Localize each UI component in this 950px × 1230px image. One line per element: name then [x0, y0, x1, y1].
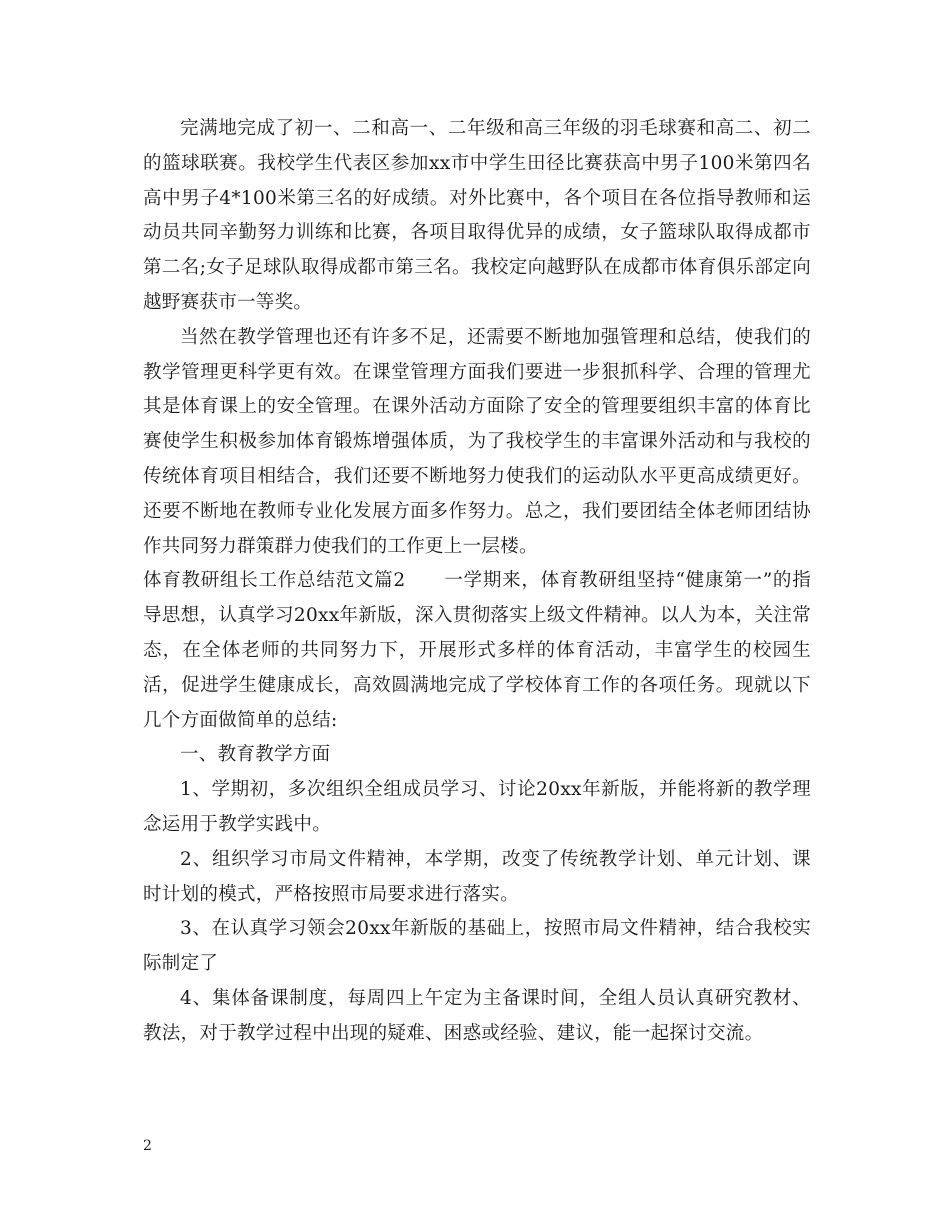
document-body [143, 112, 811, 1052]
list-item-1: 1、学期初，多次组织全组成员学习、讨论20xx年新版，并能将新的教学理念运用于教学实践中。 [143, 779, 811, 835]
page-number: 2 [143, 1138, 152, 1154]
list-item-3: 3、在认真学习领会20xx年新版的基础上，按照市局文件精神，结合我校实际制定了 [143, 918, 811, 975]
paragraph-1: 完满地完成了初一、二和高一、二年级和高三年级的羽毛球赛和高二、初二的篮球联赛。我校学生代表区参加xx市中学生田径比赛获高中男子100米第四名高中男子4*100米第三名的好成绩。对外比赛中，各个项目在各位指导教师和运动员共同辛勤努力训练和比赛，各项目取得优异的成绩，女子篮球队取得成都市第二名;女子足球队取得成都市第三名。我校定向越野队在成都市体育俱乐部定向越野赛获市一等奖。 [143, 118, 811, 313]
list-item-2: 2、组织学习市局文件精神，本学期，改变了传统教学计划、单元计划、课时计划的模式，严格按照市局要求进行落实。 [143, 848, 811, 905]
list-item-4: 4、集体备课制度，每周四上午定为主备课时间，全组人员认真研究教材、教法，对于教学过程中出现的疑难、困惑或经验、建议，能一起探讨交流。 [143, 987, 811, 1044]
section-heading: 一、教育教学方面 [180, 744, 331, 766]
paragraph-2: 当然在教学管理也还有许多不足，还需要不断地加强管理和总结，使我们的教学管理更科学更有效。在课堂管理方面我们要进一步狠抓科学、合理的管理尤其是体育课上的安全管理。在课外活动方面除了安全的管理要组织丰富的体育比赛使学生积极参加体育锻炼增强体质，为了我校学生的丰富课外活动和与我校的传统体育项目相结合，我们还要不断地努力使我们的运动队水平更高成绩更好。还要不断地在教师专业化发展方面多作努力。总之，我们要团结全体老师团结协作共同努力群策群力使我们的工作更上一层楼。 [143, 326, 811, 557]
paragraph-3: 体育教研组长工作总结范文篇2 一学期来，体育教研组坚持“健康第一”的指导思想，认真学习20xx年新版，深入贯彻落实上级文件精神。以人为本，关注常态，在全体老师的共同努力下，开展形式多样的体育活动，丰富学生的校园生活，促进学生健康成长，高效圆满地完成了学校体育工作的各项任务。现就以下几个方面做简单的总结: [143, 570, 811, 731]
